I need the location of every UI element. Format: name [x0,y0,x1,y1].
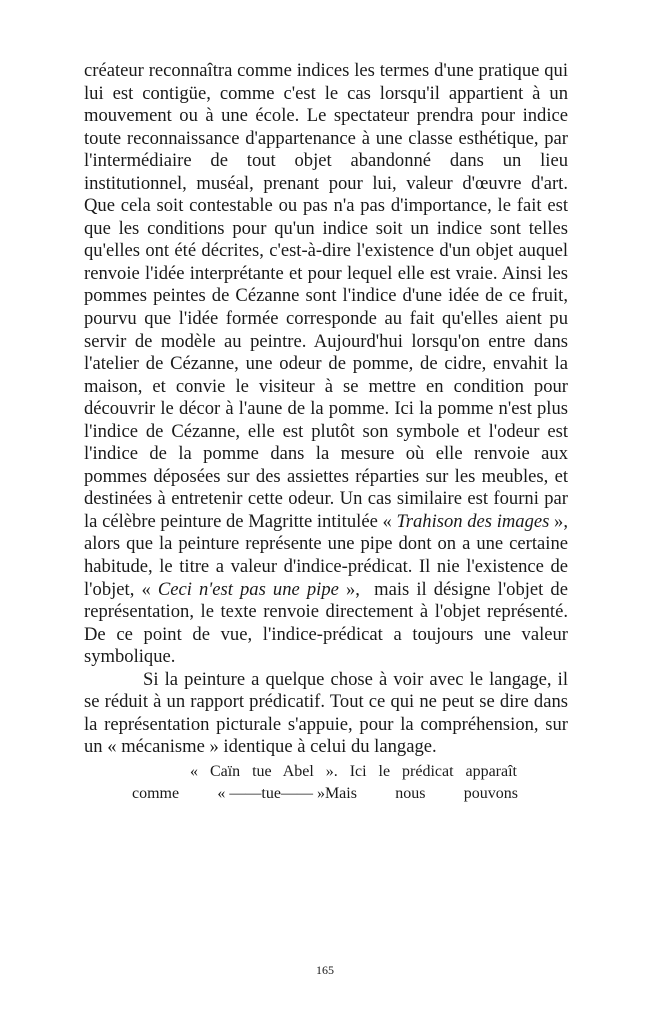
paragraph-2 [84,669,568,759]
paragraph-1-text: créateur reconnaîtra comme indices les termes d'une pratique qui lui est contigüe, comme c'est le cas lorsqu'il appartient à un mouvement ou à une école. Le spectateur prendra pour indice toute reconnaissance d'appartenance à une classe esthétique, par l'intermédiaire de tout objet abandonné dans un lieu institutionnel, muséal, prenant pour lui, valeur d'œuvre d'art. Que cela soit contestable ou pas n'a pas d'importance, le fait est que les conditions pour qu'un indice soit un indice sont telles qu'elles ont été décrites, c'est-à-dire l'existence d'un objet auquel renvoie l'idée interprétante et pour lequel elle est vraie. Ainsi les pommes peintes de Cézanne sont l'indice d'une idée de ce fruit, pourvu que l'idée formée corresponde au fait qu'elles aient pu servir de modèle au peintre. Aujourd'hui lorsqu'on entre dans l'atelier de Cézanne, une odeur de pomme, de cidre, envahit la maison, et convie le visiteur à se mettre en condition pour découvrir le décor à l'aune de la pomme. Ici la pomme n'est plus l'indice de Cézanne, elle est plutôt son symbole et l'odeur est l'indice de la pomme dans la mesure où elle renvoie aux pommes déposées sur des assiettes réparties sur les meubles, et destinées à entretenir cette odeur. Un cas similaire est fourni par la célèbre peinture de Magritte intitulée [84,60,568,532]
paragraph-1: créateur reconnaîtra comme indices les termes d'une pratique qui lui est contigüe, comme c'est le cas lorsqu'il appartient à un mouvement ou à une école. Le spectateur prendra pour indice toute reconnaissance d'appartenance à une classe esthétique, par l'intermédiaire de tout objet abandonné dans un lieu institutionnel, muséal, prenant pour lui, valeur d'œuvre d'art. Que cela soit contestable ou pas n'a pas d'importance, le fait est que les conditions pour qu'un indice soit un indice sont telles qu'elles ont été décrites, c'est-à-dire l'existence d'un objet auquel renvoie l'idée interprétante et pour lequel elle est vraie. Ainsi les pommes peintes de Cézanne sont l'indice d'une idée de ce fruit, pourvu que l'idée formée corresponde au fait qu'elles aient pu servir de modèle au peintre. Aujourd'hui lorsqu'on entre dans l'atelier de Cézanne, une odeur de pomme, de cidre, envahit la maison, et convie le visiteur à se mettre en condition pour découvrir le décor à l'aune de la pomme. Ici la pomme n'est plus l'indice de Cézanne, elle est plutôt son symbole et l'odeur est l'indice de la pomme dans la mesure où elle renvoie aux pommes déposées sur des assiettes réparties sur les meubles, et destinées à entretenir cette odeur. Un cas similaire est fourni par la célèbre peinture de Magritte intitulée « Trahison des images », alors que la peinture représente une pipe dont on a une certaine habitude, le titre a valeur d'indice-prédicat. Il nie l'existence de l'objet, « Ceci n'est pas une pipe », mais il désigne l'objet de représentation, le texte renvoie directement à l'objet représenté. De ce point de vue, l'indice-prédicat a toujours une valeur symbolique. [84,60,568,668]
quote-word-1: comme [132,784,180,802]
page-number: 165 [316,963,334,977]
page-body [84,60,568,805]
artwork-title-trahison: Trahison des images [396,510,550,532]
quote-word-4: pouvons [463,784,518,802]
quote-word-3: nous [395,784,426,802]
quote-line-2 [84,783,518,805]
paragraph-1-text-3: mais il désigne l'objet de représentation, le texte renvoie directement à l'objet représenté. De ce point de vue, l'indice-prédicat a toujours une valeur symbolique. [84,578,568,668]
paragraph-2-text: Si la peinture a quelque chose à voir avec le langage, il se réduit à un rapport prédicatif. Tout ce qui ne peut se dire dans la représentation picturale s'appuie, pour la compréhension, sur un « mécanisme » identique à celui du langage. [84,668,568,758]
paragraph-1-text-2: alors que la peinture représente une pipe dont on a une certaine habitude, le titre a valeur d'indice-prédicat. Il nie l'existence de l'objet, [84,533,568,600]
artwork-title-ceci: Ceci n'est pas une pipe [157,578,339,600]
quote-line-1: « Caïn tue Abel ». Ici le prédicat apparaît [190,762,517,780]
quote-word-2: « ——tue—— »Mais [217,784,357,802]
quote-block [84,761,568,805]
